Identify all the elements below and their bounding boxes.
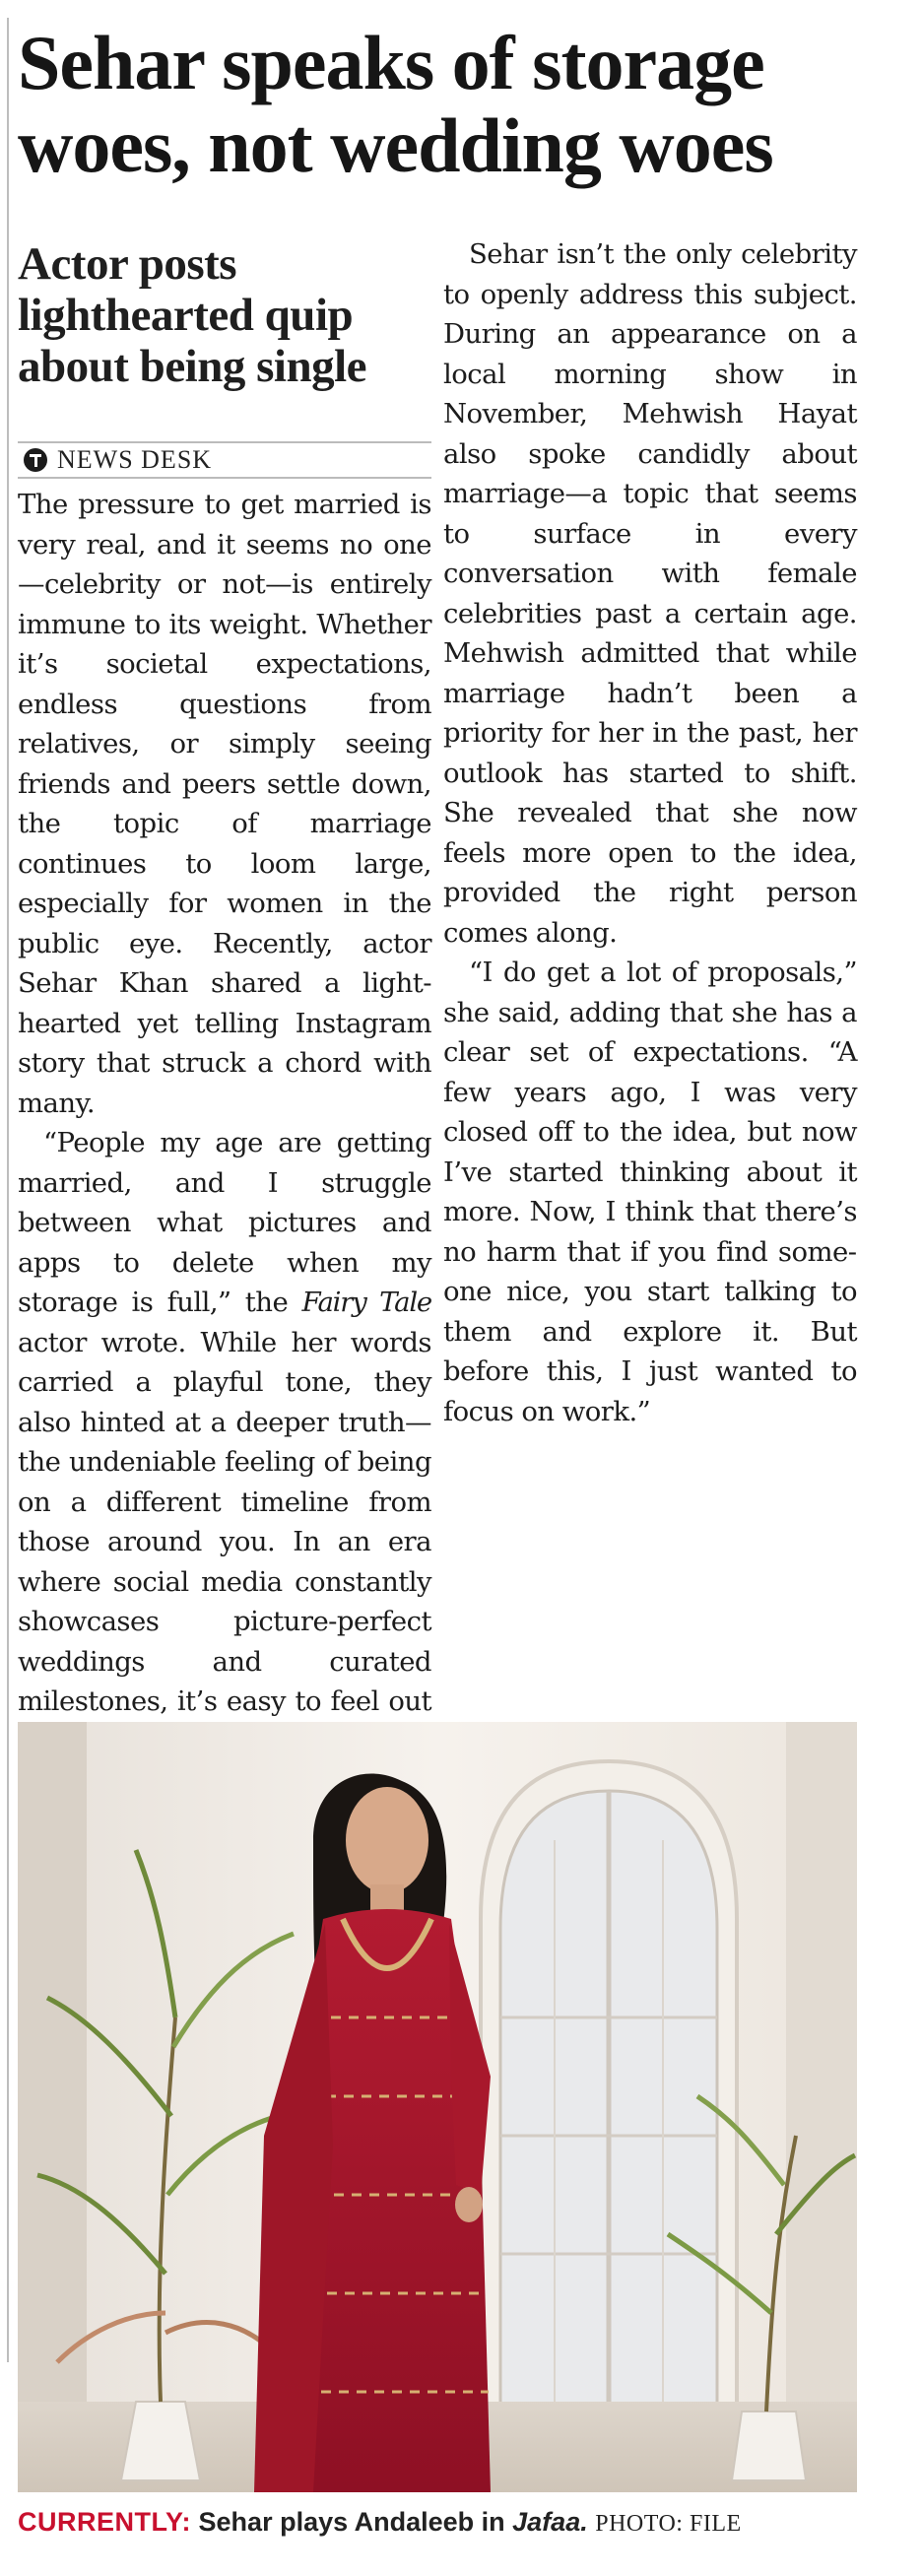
article-photo	[18, 1722, 857, 2492]
photo-caption	[18, 2502, 885, 2542]
paragraph-3: Sehar isn’t the only celebrity to openly address this subject. During an appearance on a local morning show in November, Mehwish Hayat also spoke candidly about marriage—a topic that seems to surface in every conversation with female celebrities past a certain age. Mehwish admitted that while marriage hadn’t been a priority for her in the past, her outlook has started to shift. She revealed that she now feels more open to the idea, provided the right person comes along.	[443, 238, 857, 949]
right-pillar	[786, 1722, 857, 2492]
article-body-right	[443, 234, 857, 1431]
paragraph-1: The pressure to get married is very real, and it seems no one—celebrity or not—is entirely immune to its weight. Whether it’s societal expectations, endless questions from relatives, or simply seeing friends and peers settle down, the topic of marriage continues to loom large, especially for women in the public eye. Recently, actor Sehar Khan shared a light-hearted yet telling Instagram story that struck a chord with many.	[18, 489, 431, 1119]
article-body-left	[18, 485, 431, 1802]
paragraph-2	[18, 1123, 431, 1802]
caption-text: Sehar plays Andaleeb in	[198, 2507, 505, 2537]
caption-lead: CURRENTLY:	[18, 2507, 192, 2537]
column-rule	[7, 18, 9, 2362]
publication-logo-icon	[24, 448, 47, 472]
paragraph-2-end: actor wrote. While her words carried a playful tone, they also hinted at a deeper truth—the undeniable feeling of being on a different timeline from those around you. In an era where social media constantly showcases picture-perfect weddings and curated milestones, it’s easy to feel out	[18, 1326, 431, 1717]
headline: Sehar speaks of storage woes, not wedding woes	[18, 20, 773, 188]
photo-credit: PHOTO: FILE	[595, 2511, 742, 2537]
paragraph-4: “I do get a lot of proposals,” she said, adding that she has a clear set of expectations. “A few years ago, I was very closed off to the idea, but now I’ve started thinking about it more. Now, I think that there’s no harm that if you find someone nice, you start talking to them and explore it. But before this, I just wanted to focus on work.”	[443, 957, 857, 1427]
arched-door	[481, 1761, 737, 2492]
photo-illustration	[18, 1722, 857, 2492]
right-column	[443, 234, 857, 1431]
face	[346, 1787, 428, 1893]
byline-text: NEWS DESK	[57, 445, 213, 474]
subheadline: Actor posts lighthearted quip about being single	[18, 238, 367, 392]
show-title: Fairy Tale	[301, 1287, 431, 1318]
hand	[455, 2187, 483, 2222]
left-column	[18, 234, 431, 1802]
paragraph-2-start: “People my age are getting married, and I struggle between what pictures and apps to delete when my storage is full,” the	[18, 1127, 431, 1318]
caption-show: Jafaa.	[512, 2507, 588, 2537]
left-pillar	[18, 1722, 87, 2492]
byline	[18, 441, 431, 479]
